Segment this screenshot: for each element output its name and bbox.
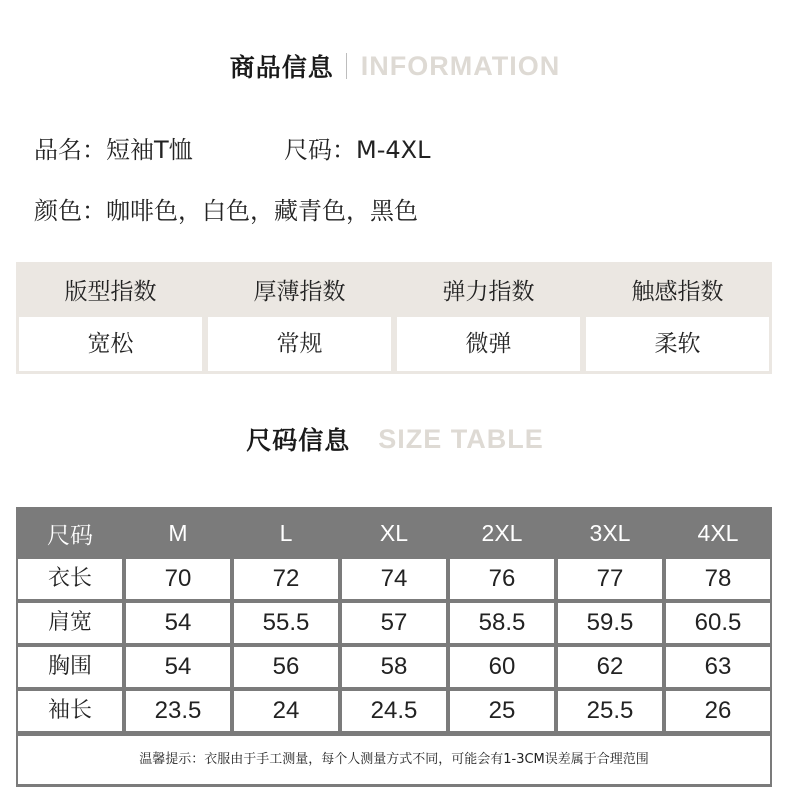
table-cell: 62	[558, 647, 662, 687]
table-cell: 60	[450, 647, 554, 687]
table-cell: 58.5	[450, 603, 554, 643]
table-cell: 63	[666, 647, 770, 687]
size-header-cell: 4XL	[664, 507, 772, 559]
size-chart-title-cn: 尺码信息	[246, 426, 351, 455]
table-cell: 25.5	[558, 691, 662, 731]
table-cell: 24.5	[342, 691, 446, 731]
size-header-cell: 2XL	[448, 507, 556, 559]
table-cell: 72	[234, 559, 338, 599]
table-cell: 23.5	[126, 691, 230, 731]
table-row	[16, 603, 772, 647]
size-header-cell: XL	[340, 507, 448, 559]
row-label: 衣长	[18, 559, 122, 599]
attribute-header: 触感指数	[583, 262, 772, 316]
attribute-header: 弹力指数	[394, 262, 583, 316]
size-header-cell: 3XL	[556, 507, 664, 559]
row-label: 肩宽	[18, 603, 122, 643]
table-row	[16, 559, 772, 603]
table-cell: 55.5	[234, 603, 338, 643]
product-info-heading	[0, 48, 790, 84]
attribute-header: 版型指数	[16, 262, 205, 316]
attribute-table	[16, 262, 772, 374]
table-row	[16, 647, 772, 691]
table-cell: 54	[126, 647, 230, 687]
table-cell: 59.5	[558, 603, 662, 643]
table-row	[16, 691, 772, 735]
size-header-cell: M	[124, 507, 232, 559]
size-header-row	[16, 507, 772, 559]
product-name: 品名：短袖T恤	[34, 136, 193, 164]
size-chart-heading	[0, 421, 790, 457]
attribute-header: 厚薄指数	[205, 262, 394, 316]
size-header-label: 尺码	[16, 507, 124, 559]
table-cell: 25	[450, 691, 554, 731]
table-cell: 24	[234, 691, 338, 731]
row-label: 胸围	[18, 647, 122, 687]
table-cell: 76	[450, 559, 554, 599]
attribute-value: 柔软	[586, 317, 769, 371]
product-info-title-cn: 商品信息	[229, 53, 334, 82]
size-note: 温馨提示：衣服由于手工测量，每个人测量方式不同，可能会有1-3CM误差属于合理范围	[18, 736, 770, 784]
table-cell: 58	[342, 647, 446, 687]
attribute-value: 微弹	[397, 317, 580, 371]
attribute-header-row	[16, 262, 772, 316]
row-label: 袖长	[18, 691, 122, 731]
attribute-value-row	[16, 316, 772, 374]
product-size-range: 尺码：M-4XL	[284, 136, 431, 164]
attribute-value: 宽松	[19, 317, 202, 371]
size-chart-title-en: SIZE TABLE	[378, 423, 544, 454]
table-cell: 26	[666, 691, 770, 731]
table-cell: 74	[342, 559, 446, 599]
product-info-title-en: INFORMATION	[360, 50, 561, 81]
table-cell: 78	[666, 559, 770, 599]
product-colors: 颜色：咖啡色，白色，藏青色，黑色	[34, 197, 418, 225]
table-cell: 77	[558, 559, 662, 599]
table-cell: 70	[126, 559, 230, 599]
table-cell: 54	[126, 603, 230, 643]
table-cell: 56	[234, 647, 338, 687]
size-table	[16, 507, 772, 787]
note-row	[16, 735, 772, 787]
size-header-cell: L	[232, 507, 340, 559]
table-cell: 57	[342, 603, 446, 643]
heading-divider	[346, 53, 347, 79]
attribute-value: 常规	[208, 317, 391, 371]
table-cell: 60.5	[666, 603, 770, 643]
